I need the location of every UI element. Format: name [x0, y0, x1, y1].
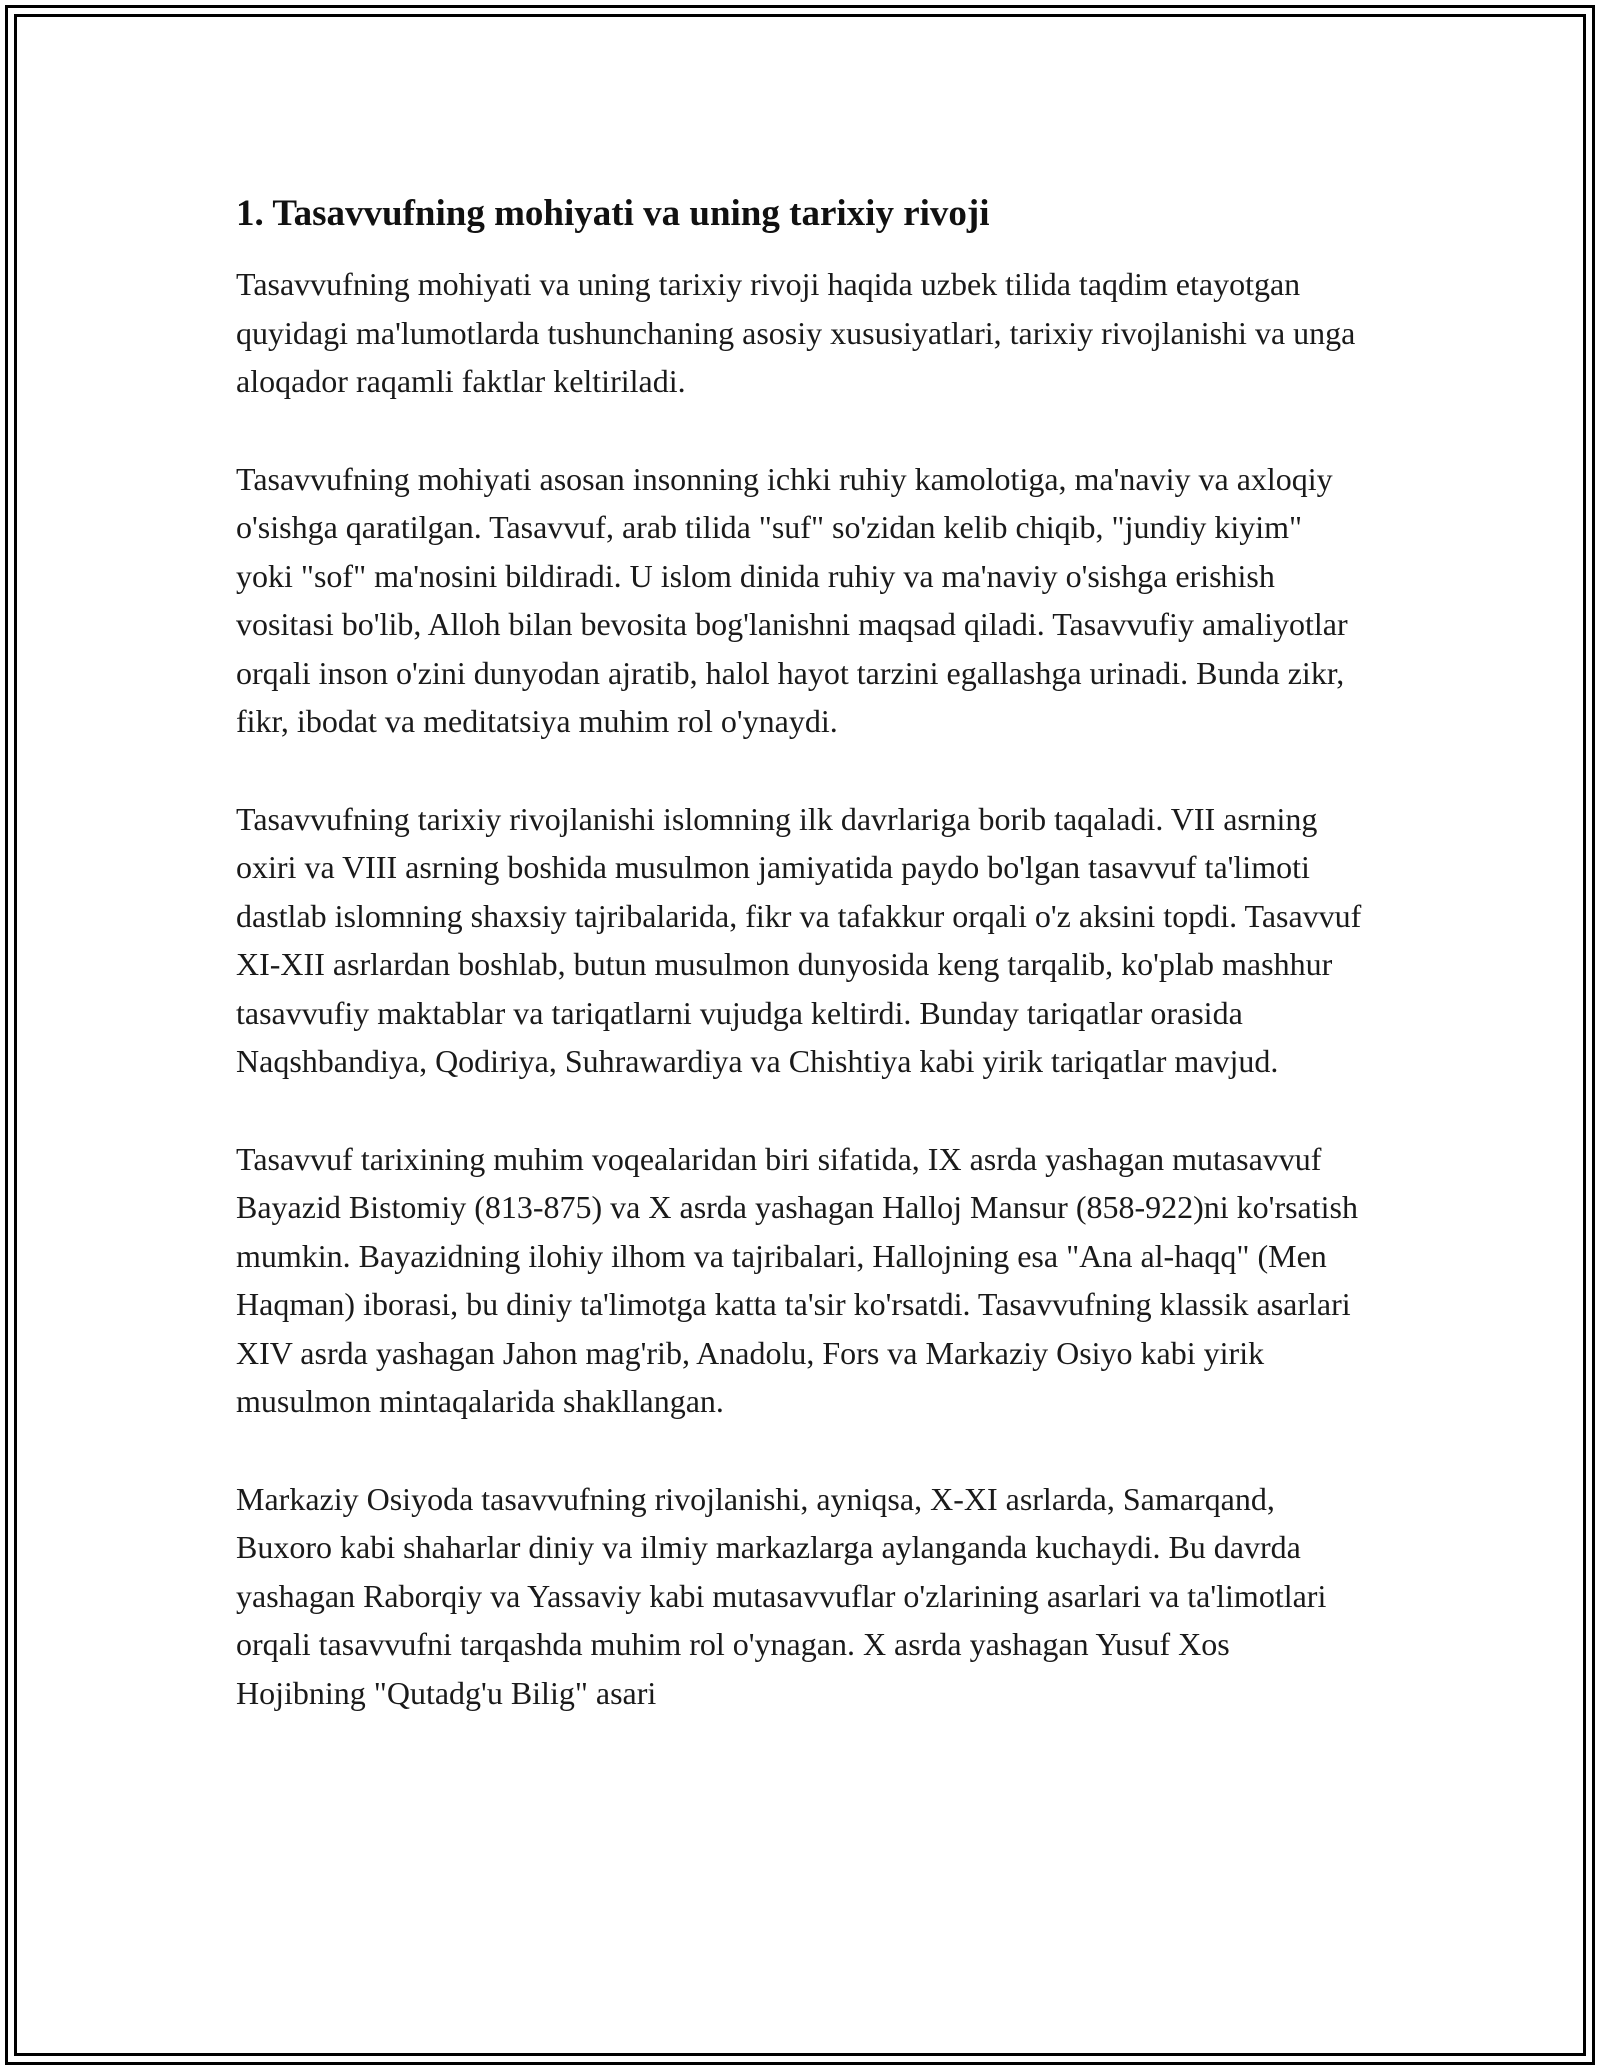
section-heading: 1. Tasavvufning mohiyati va uning tarixiy rivoji — [236, 193, 990, 234]
paragraph-essence: Tasavvufning mohiyati asosan insonning ichki ruhiy kamolotiga, ma'naviy va axloqiy o'sishga qaratilgan. Tasavvuf, arab tilida "suf" so'zidan kelib chiqib, "jundiy kiyim" yoki "sof" ma'nosini bildiradi. U islom dinida ruhiy va ma'naviy o'sishga erishish vositasi bo'lib, Alloh bilan bevosita bog'lanishni maqsad qiladi. Tasavvufiy amaliyotlar orqali inson o'zini dunyodan ajratib, halol hayot tarzini egallashga urinadi. Bunda zikr, fikr, ibodat va meditatsiya muhim rol o'ynaydi. — [236, 460, 1348, 739]
paragraph-intro: Tasavvufning mohiyati va uning tarixiy rivoji haqida uzbek tilida taqdim etayotgan quyidagi ma'lumotlarda tushunchaning asosiy xususiyatlari, tarixiy rivojlanishi va unga aloqador raqamli faktlar keltiriladi. — [236, 266, 1356, 399]
paragraph-central-asia: Markaziy Osiyoda tasavvufning rivojlanishi, ayniqsa, X-XI asrlarda, Samarqand, Buxoro kabi shaharlar diniy va ilmiy markazlarga aylanganda kuchaydi. Bu davrda yashagan Raborqiy va Yassaviy kabi mutasavvuflar o'zlarining asarlari va ta'limotlari orqali tasavvufni tarqashda muhim rol o'ynagan. X asrda yashagan Yusuf Xos Hojibning "Qutadg'u Bilig" asari — [236, 1480, 1327, 1711]
paragraph-key-figures: Tasavvuf tarixining muhim voqealaridan biri sifatida, IX asrda yashagan mutasavvuf Bayazid Bistomiy (813-875) va X asrda yashagan Halloj Mansur (858-922)ni ko'rsatish mumkin. Bayazidning ilohiy ilhom va tajribalari, Hallojning esa "Ana al-haqq" (Men Haqman) iborasi, bu diniy ta'limotga katta ta'sir ko'rsatdi. Tasavvufning klassik asarlari XIV asrda yashagan Jahon mag'rib, Anadolu, Fors va Markaziy Osiyo kabi yirik musulmon mintaqalarida shakllangan. — [236, 1140, 1358, 1419]
paragraph-history: Tasavvufning tarixiy rivojlanishi islomning ilk davrlariga borib taqaladi. VII asrning oxiri va VIII asrning boshida musulmon jamiyatida paydo bo'lgan tasavvuf ta'limoti dastlab islomning shaxsiy tajribalarida, fikr va tafakkur orqali o'z aksini topdi. Tasavvuf XI-XII asrlardan boshlab, butun musulmon dunyosida keng tarqalib, ko'plab mashhur tasavvufiy maktablar va tariqatlarni vujudga keltirdi. Bunday tariqatlar orasida Naqshbandiya, Qodiriya, Suhrawardiya va Chishtiya kabi yirik tariqatlar mavjud. — [236, 800, 1362, 1079]
document-body — [236, 190, 1366, 1766]
